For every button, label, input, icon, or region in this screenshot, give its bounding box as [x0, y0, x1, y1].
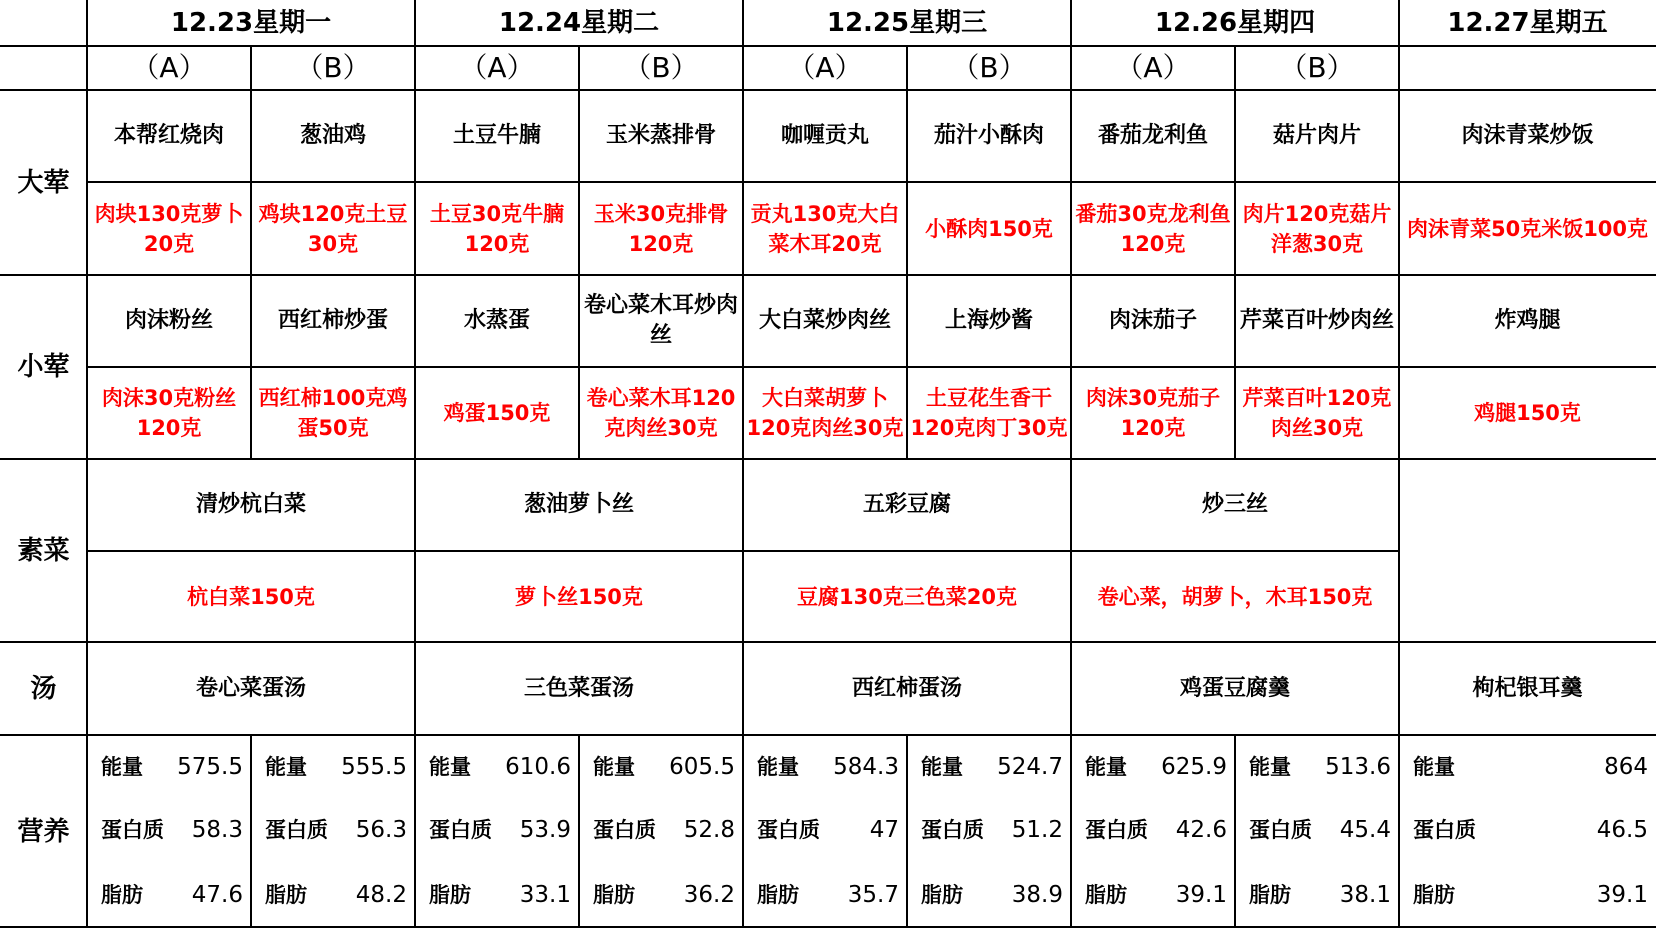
nutrition-label: 脂肪 [1413, 883, 1455, 907]
day-header: 12.27星期五 [1447, 8, 1608, 38]
nutrition-value: 524.7 [997, 753, 1063, 780]
side-dish-detail: 肉沫30克粉丝120克 [101, 386, 237, 440]
side-dish-detail: 西红柿100克鸡蛋50克 [258, 386, 408, 440]
nutrition-value: 56.3 [355, 817, 407, 843]
grid-line [906, 735, 908, 928]
energy-cell [743, 735, 907, 798]
protein-cell [251, 798, 415, 862]
nutrition-label: 蛋白质 [1085, 818, 1148, 842]
main-dish-detail: 土豆30克牛腩120克 [429, 201, 565, 256]
veg-dish-name: 葱油萝卜丝 [523, 492, 634, 517]
grid-line [578, 735, 580, 928]
fat-cell [1071, 862, 1235, 928]
main-dish-name: 土豆牛腩 [452, 123, 541, 148]
category-side: 小荤 [17, 352, 70, 382]
nutrition-value: 584.3 [833, 753, 899, 780]
main-dish-name: 玉米蒸排骨 [605, 123, 716, 148]
main-dish-detail: 肉沫青菜50克米饭100克 [1406, 216, 1649, 241]
grid-line [86, 0, 88, 928]
soup-name: 枸杞银耳羹 [1472, 675, 1583, 701]
nutrition-label: 脂肪 [265, 883, 307, 907]
nutrition-label: 能量 [921, 754, 963, 779]
grid-line [1070, 0, 1072, 928]
grid-line [742, 0, 744, 928]
nutrition-value: 513.6 [1325, 753, 1391, 780]
grid-line [0, 641, 1656, 643]
nutrition-value: 45.4 [1339, 817, 1391, 843]
nutrition-value: 625.9 [1161, 753, 1227, 780]
nutrition-label: 蛋白质 [757, 818, 820, 842]
fat-cell [415, 862, 579, 928]
main-dish-name: 葱油鸡 [299, 123, 366, 148]
side-dish-name: 肉沫茄子 [1108, 308, 1197, 333]
grid-line [0, 458, 1656, 460]
main-dish-detail: 玉米30克排骨120克 [593, 201, 729, 256]
nutrition-label: 能量 [593, 754, 635, 779]
nutrition-value: 42.6 [1175, 817, 1227, 843]
grid-line [1398, 0, 1400, 928]
nutrition-label: 脂肪 [101, 883, 143, 907]
grid-line [906, 46, 908, 459]
nutrition-value: 38.1 [1339, 882, 1391, 908]
energy-cell [1399, 735, 1656, 798]
energy-cell [1235, 735, 1399, 798]
nutrition-label: 蛋白质 [429, 818, 492, 842]
side-dish-name: 炸鸡腿 [1494, 308, 1561, 333]
category-nutrition: 营养 [17, 816, 70, 847]
grid-line [0, 45, 1656, 47]
fat-cell [907, 862, 1071, 928]
side-dish-detail: 鸡腿150克 [1474, 401, 1581, 425]
side-dish-detail: 土豆花生香干120克肉丁30克 [910, 386, 1068, 440]
energy-cell [415, 735, 579, 798]
option-b-label: （B） [295, 51, 371, 84]
nutrition-label: 脂肪 [1085, 883, 1127, 907]
category-main: 大荤 [17, 167, 70, 198]
nutrition-value: 48.2 [355, 882, 407, 908]
nutrition-value: 58.3 [191, 817, 243, 843]
nutrition-value: 864 [1604, 753, 1648, 780]
grid-line [250, 735, 252, 928]
nutrition-label: 能量 [265, 754, 307, 779]
day-header: 12.25星期三 [826, 8, 988, 38]
option-a-label: （A） [459, 51, 535, 84]
veg-dish-name: 五彩豆腐 [862, 492, 951, 517]
fat-cell [1235, 862, 1399, 928]
nutrition-label: 蛋白质 [593, 818, 656, 842]
nutrition-value: 605.5 [669, 753, 735, 780]
fat-cell [743, 862, 907, 928]
main-dish-name: 咖喱贡丸 [780, 123, 869, 148]
nutrition-label: 能量 [429, 754, 471, 779]
energy-cell [251, 735, 415, 798]
protein-cell [87, 798, 251, 862]
protein-cell [907, 798, 1071, 862]
protein-cell [1071, 798, 1235, 862]
main-dish-name: 茄汁小酥肉 [933, 123, 1044, 148]
grid-line [578, 46, 580, 459]
nutrition-label: 蛋白质 [101, 818, 164, 842]
grid-line [250, 46, 252, 459]
day-header: 12.26星期四 [1154, 8, 1316, 38]
side-dish-name: 大白菜炒肉丝 [758, 308, 891, 333]
side-dish-name: 肉沫粉丝 [124, 308, 213, 333]
nutrition-label: 蛋白质 [1413, 818, 1476, 842]
veg-dish-name: 炒三丝 [1201, 492, 1268, 517]
grid-line [87, 181, 1656, 183]
grid-line [87, 366, 1656, 368]
option-a-label: （A） [787, 51, 863, 84]
day-header: 12.24星期二 [498, 8, 660, 38]
main-dish-name: 肉沫青菜炒饭 [1461, 123, 1594, 148]
grid-line [0, 89, 1656, 91]
nutrition-label: 脂肪 [429, 883, 471, 907]
side-dish-name: 西红柿炒蛋 [277, 308, 388, 333]
category-veg: 素菜 [17, 535, 70, 566]
nutrition-value: 35.7 [847, 882, 899, 908]
energy-cell [1071, 735, 1235, 798]
main-dish-detail: 番茄30克龙利鱼120克 [1075, 201, 1231, 256]
option-a-label: （A） [131, 51, 207, 84]
side-dish-detail: 肉沫30克茄子120克 [1085, 386, 1221, 440]
nutrition-label: 能量 [1085, 754, 1127, 779]
nutrition-value: 53.9 [519, 817, 571, 843]
nutrition-label: 能量 [757, 754, 799, 779]
nutrition-value: 555.5 [341, 753, 407, 780]
nutrition-label: 脂肪 [757, 883, 799, 907]
side-dish-name: 卷心菜木耳炒肉丝 [583, 293, 738, 348]
main-dish-detail: 小酥肉150克 [925, 216, 1053, 241]
veg-dish-detail: 杭白菜150克 [187, 584, 315, 609]
option-b-label: （B） [1279, 51, 1355, 84]
grid-line [0, 274, 1656, 276]
nutrition-value: 33.1 [519, 882, 571, 908]
option-b-label: （B） [623, 51, 699, 84]
grid-line [1234, 46, 1236, 459]
nutrition-label: 能量 [101, 754, 143, 779]
nutrition-label: 脂肪 [1249, 883, 1291, 907]
main-dish-detail: 肉片120克菇片洋葱30克 [1242, 201, 1392, 256]
nutrition-value: 38.9 [1011, 882, 1063, 908]
nutrition-value: 39.1 [1175, 882, 1227, 908]
protein-cell [415, 798, 579, 862]
fat-cell [87, 862, 251, 928]
nutrition-value: 51.2 [1011, 817, 1063, 843]
main-dish-name: 本帮红烧肉 [113, 123, 224, 148]
nutrition-label: 脂肪 [593, 883, 635, 907]
main-dish-name: 菇片肉片 [1272, 123, 1361, 148]
grid-line [1234, 735, 1236, 928]
option-a-label: （A） [1115, 51, 1191, 84]
side-dish-detail: 芹菜百叶120克肉丝30克 [1242, 386, 1392, 440]
protein-cell [1399, 798, 1656, 862]
fat-cell [251, 862, 415, 928]
nutrition-value: 39.1 [1596, 882, 1648, 908]
nutrition-value: 46.5 [1596, 817, 1648, 843]
soup-name: 西红柿蛋汤 [851, 675, 962, 701]
soup-name: 卷心菜蛋汤 [195, 675, 306, 701]
soup-name: 鸡蛋豆腐羹 [1179, 675, 1290, 701]
category-soup: 汤 [30, 673, 57, 704]
side-dish-detail: 大白菜胡萝卜120克肉丝30克 [746, 386, 904, 440]
protein-cell [579, 798, 743, 862]
protein-cell [1235, 798, 1399, 862]
nutrition-label: 能量 [1249, 754, 1291, 779]
fat-cell [1399, 862, 1656, 928]
veg-dish-detail: 卷心菜，胡萝卜，木耳150克 [1097, 584, 1373, 609]
protein-cell [743, 798, 907, 862]
nutrition-label: 脂肪 [921, 883, 963, 907]
day-header: 12.23星期一 [170, 8, 332, 38]
nutrition-value: 52.8 [683, 817, 735, 843]
nutrition-label: 蛋白质 [921, 818, 984, 842]
main-dish-detail: 贡丸130克大白菜木耳20克 [750, 201, 900, 256]
side-dish-detail: 鸡蛋150克 [443, 401, 551, 425]
option-b-label: （B） [951, 51, 1027, 84]
grid-line [414, 0, 416, 928]
side-dish-name: 芹菜百叶炒肉丝 [1239, 308, 1394, 333]
nutrition-value: 575.5 [177, 753, 243, 780]
nutrition-label: 蛋白质 [1249, 818, 1312, 842]
energy-cell [579, 735, 743, 798]
veg-dish-name: 清炒杭白菜 [195, 492, 306, 517]
nutrition-value: 47 [869, 817, 899, 843]
nutrition-value: 36.2 [683, 882, 735, 908]
main-dish-detail: 鸡块120克土豆30克 [258, 201, 408, 256]
nutrition-value: 47.6 [191, 882, 243, 908]
veg-dish-detail: 豆腐130克三色菜20克 [796, 584, 1018, 609]
side-dish-name: 上海炒酱 [944, 308, 1033, 333]
grid-line [0, 734, 1656, 736]
main-dish-name: 番茄龙利鱼 [1097, 123, 1208, 148]
nutrition-label: 蛋白质 [265, 818, 328, 842]
veg-empty [1399, 459, 1656, 642]
energy-cell [87, 735, 251, 798]
main-dish-detail: 肉块130克萝卜20克 [94, 201, 244, 256]
nutrition-value: 610.6 [505, 753, 571, 780]
energy-cell [907, 735, 1071, 798]
nutrition-label: 能量 [1413, 754, 1455, 779]
side-dish-detail: 卷心菜木耳120克肉丝30克 [586, 386, 736, 440]
veg-dish-detail: 萝卜丝150克 [515, 584, 643, 609]
side-dish-name: 水蒸蛋 [463, 308, 530, 333]
soup-name: 三色菜蛋汤 [523, 675, 634, 701]
fat-cell [579, 862, 743, 928]
